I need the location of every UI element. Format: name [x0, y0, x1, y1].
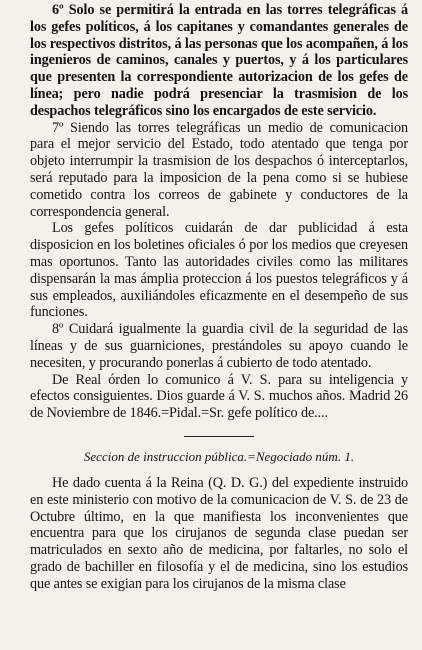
closing-paragraph: He dado cuenta á la Reina (Q. D. G.) del expediente instruido en este ministerio con motivo de la comunicacion de V. S. de 23 de Octubre último, en la que manifiesta los inconvenientes que encuentra para que los cirujanos de segunda clase puedan ser matriculados en sexto año de medicina, por faltarles, no solo el grado de bachiller en filosofía y el de medicina, sino los estudios que antes se exigian para los cirujanos de la misma clase	[30, 474, 408, 592]
article-6-paragraph: 6º Solo se permitirá la entrada en las torres telegráficas á los gefes políticos, á los capitanes y comandantes generales de los respectivos distritos, á las personas que los acompañen, á los ingenieros de caminos, canales y puertos, y á los particulares que presenten la correspondiente autorizacion de los gefes de línea; pero nadie podrá presenciar la trasmision de los despachos telegráficos sino los encargados de este servicio.	[30, 2, 408, 119]
publicity-paragraph: Los gefes políticos cuidarán de dar publicidad á esta disposicion en los boletines oficiales ó por los medios que creyesen mas oportunos. Tanto las autoridades civiles como las militares dispensarán la mas ámplia proteccion á los puestos telegráficos y á sus empleados, auxiliándoles eficazmente en el desempeño de sus funciones.	[30, 220, 408, 321]
article-8-paragraph: 8º Cuidará igualmente la guardia civil de la seguridad de las líneas y de sus guarniciones, prestándoles su apoyo cuando le necesiten, y procurando ponerlas á cubierto de todo atentado.	[30, 321, 408, 371]
signoff-paragraph: De Real órden lo comunico á V. S. para su inteligencia y efectos consiguientes. Dios guarde á V. S. muchos años. Madrid 26 de Noviembre de 1846.=Pidal.=Sr. gefe político de....	[30, 371, 408, 422]
section-divider	[184, 436, 254, 437]
section-heading: Seccion de instruccion pública.=Negociado núm. 1.	[83, 448, 355, 464]
article-7-paragraph: 7º Siendo las torres telegráficas un medio de comunicacion para el mejor servicio del Estado, todo atentado que tenga por objeto interrumpir la trasmision de los despachos ó interceptarlos, será reputado para la imposicion de la pena como si se hubiese cometido contra los correos de gabinete y conductores de la correspondencia general.	[30, 119, 408, 220]
page-bottom-edge	[0, 644, 422, 650]
